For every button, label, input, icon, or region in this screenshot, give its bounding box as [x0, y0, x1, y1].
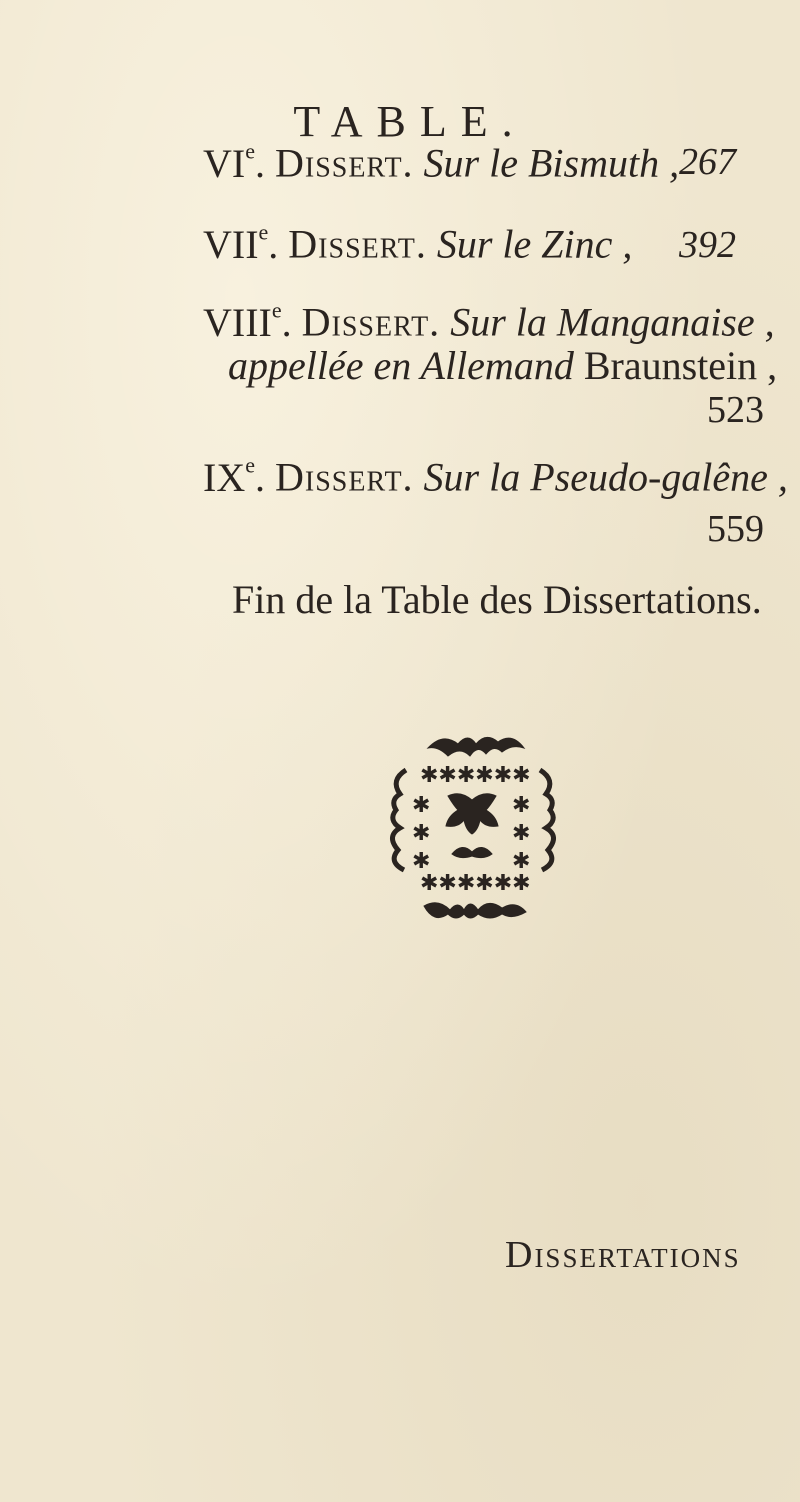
entry-dissert: Dissert.: [274, 454, 414, 500]
entry-subject-line2: appellée en Allemand: [228, 343, 574, 388]
svg-text:✱✱✱✱✱✱: ✱✱✱✱✱✱: [420, 871, 531, 896]
entry-page: 267: [679, 141, 736, 183]
entry-9: [203, 452, 788, 501]
fleuron-ornament-icon: [368, 730, 578, 930]
entry-numeral: VIIe.: [203, 219, 279, 267]
catchword: Dissertations: [505, 1234, 741, 1276]
entry-numeral: IXe.: [203, 452, 265, 500]
svg-text:✱: ✱: [512, 793, 531, 818]
svg-text:✱: ✱: [412, 793, 431, 818]
entry-8-continuation: [228, 342, 777, 389]
entry-6: [203, 138, 679, 187]
entry-subject: Sur le Zinc ,: [436, 221, 633, 267]
entry-subject: Sur le Bismuth ,: [423, 140, 680, 186]
entry-page: 523: [707, 389, 764, 431]
entry-dissert: Dissert.: [301, 299, 441, 345]
entry-8: [203, 297, 775, 346]
page-title: TABLE.: [293, 97, 527, 146]
entry-dissert: Dissert.: [274, 140, 414, 186]
entry-numeral: VIIIe.: [203, 297, 292, 345]
entry-subject: Sur la Pseudo-galêne ,: [423, 454, 788, 500]
closing-line: Fin de la Table des Dissertations.: [232, 577, 762, 622]
entry-7: [203, 219, 632, 268]
svg-text:✱: ✱: [512, 821, 531, 846]
entry-subject: Sur la Manganaise ,: [450, 299, 775, 345]
entry-dissert: Dissert.: [288, 221, 427, 267]
svg-text:✱✱✱✱✱✱: ✱✱✱✱✱✱: [420, 763, 531, 788]
svg-text:✱: ✱: [512, 849, 531, 874]
entry-numeral: VIe.: [203, 138, 265, 186]
entry-subject-line2-roman: Braunstein ,: [583, 343, 778, 388]
entry-page: 392: [679, 224, 736, 266]
entry-page: 559: [707, 508, 764, 550]
svg-text:✱: ✱: [412, 849, 431, 874]
svg-text:✱: ✱: [412, 821, 431, 846]
